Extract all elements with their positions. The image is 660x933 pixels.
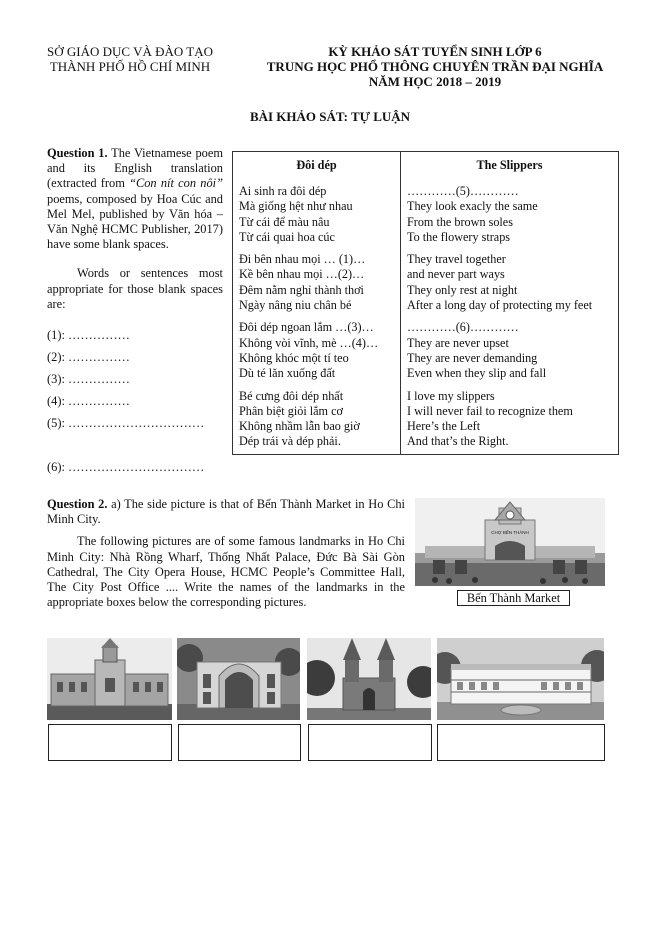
poem-line: Ai sinh ra đôi dép — [239, 184, 327, 198]
blank-3[interactable]: (3): …………… — [47, 372, 130, 386]
question-1-instruction: Words or sentences most appropriate for those blank spaces are: — [47, 266, 223, 311]
poem-line: Từ cái quai hoa cúc — [239, 229, 335, 244]
poem-table — [232, 151, 619, 455]
poem-line: Here’s the Left — [407, 419, 481, 434]
en-stanza-3 — [407, 320, 612, 381]
header-department — [30, 44, 230, 74]
question-1 — [47, 146, 223, 312]
poem-line: Phân biệt giỏi lắm cơ — [239, 403, 343, 418]
exam-title-line-3: NĂM HỌC 2018 – 2019 — [368, 74, 502, 89]
en-stanza-2 — [407, 252, 612, 313]
answer-box-2[interactable] — [178, 724, 301, 761]
people-committee-hall-photo — [47, 638, 172, 720]
poem-line: And that’s the Right. — [407, 434, 509, 449]
vi-stanza-2 — [239, 252, 394, 313]
question-2-text-a: a) The side picture is that of Bến Thành Market in Ho Chi Minh City. — [47, 497, 405, 527]
vi-stanza-3 — [239, 320, 394, 381]
poem-line: Ngày nâng niu chân bé — [239, 298, 352, 313]
poem-line: They only rest at night — [407, 282, 518, 297]
poem-line: From the brown soles — [407, 214, 513, 229]
poem-line: Bé cưng đôi dép nhất — [239, 388, 344, 403]
english-poem-title: The Slippers — [476, 158, 543, 172]
poem-line: and never part ways — [407, 267, 505, 282]
department-line-2: THÀNH PHỐ HỒ CHÍ MINH — [49, 59, 211, 74]
ben-thanh-market-caption: Bến Thành Market — [457, 590, 570, 606]
poem-line: Không khóc một tí teo — [239, 350, 349, 365]
vi-stanza-1 — [239, 184, 394, 245]
poem-line: Mà giống hệt như nhau — [239, 199, 353, 214]
poem-line: After a long day of protecting my feet — [407, 298, 593, 313]
question-1-intro — [47, 146, 223, 252]
poem-line: To the flowery straps — [407, 229, 511, 244]
answer-box-1[interactable] — [48, 724, 172, 761]
blank-5[interactable]: (5): …………………………… — [47, 416, 205, 430]
question-2-instruction: The following pictures are of some famous landmarks in Ho Chi Minh City: Nhà Rồng Wharf, Thống Nhất Palace, Đức Bà Sài Gòn Cathedral, The City Opera House, HCMC People’s Committee Hall, The City Post Office .... Write the names of the landmarks in the appropriate boxes below the corresponding pictures. — [47, 534, 405, 610]
english-poem-column — [401, 152, 619, 455]
poem-line: I will never fail to recognize them — [407, 403, 573, 418]
poem-line: They travel together — [407, 252, 506, 267]
ben-thanh-market-photo — [415, 498, 605, 586]
question-1-label: Question 1. — [47, 146, 108, 160]
poem-line: They look exacly the same — [407, 199, 538, 214]
poem-line: …………(5)………… — [407, 184, 519, 198]
blank-1[interactable]: (1): …………… — [47, 328, 130, 342]
question-2-label: Question 2. — [47, 497, 108, 511]
poem-line: Đêm nằm nghỉ thành thơi — [239, 282, 364, 297]
page-subtitle: BÀI KHẢO SÁT: TỰ LUẬN — [249, 109, 411, 124]
exam-title-line-1: KỲ KHẢO SÁT TUYỂN SINH LỚP 6 — [328, 44, 542, 59]
poem-line: Đi bên nhau mọi … (1)… — [239, 252, 366, 267]
blank-4[interactable]: (4): …………… — [47, 394, 130, 408]
poem-line: They are never upset — [407, 335, 509, 350]
vietnamese-poem-title: Đôi dép — [296, 158, 337, 172]
poem-line: Even when they slip and fall — [407, 366, 547, 381]
poem-source-title: “Con nít con nôi” — [129, 176, 223, 191]
question-2-part-a — [47, 497, 405, 527]
poem-line: Không nhầm lẫn bao giờ — [239, 419, 360, 434]
market-sign: CHỢ BẾN THÀNH — [491, 530, 529, 535]
poem-line: Đôi dép ngoan lắm …(3)… — [239, 320, 374, 335]
poem-line: I love my slippers — [407, 388, 495, 403]
poem-line: Không vòi vĩnh, mè …(4)… — [239, 335, 379, 350]
poem-line: Từ cái để màu nâu — [239, 214, 330, 229]
exam-title-line-2: TRUNG HỌC PHỔ THÔNG CHUYÊN TRẦN ĐẠI NGHĨA — [266, 59, 604, 74]
poem-line: Dép trái và dép phải. — [239, 434, 341, 449]
header-exam-title — [230, 44, 640, 89]
en-stanza-4 — [407, 389, 612, 450]
question-2 — [47, 497, 405, 610]
poem-line: Dù té lăn xuống đất — [239, 366, 336, 381]
blank-2[interactable]: (2): …………… — [47, 350, 130, 364]
vietnamese-poem-column — [233, 152, 401, 455]
answer-box-4[interactable] — [437, 724, 605, 761]
independence-palace-photo — [437, 638, 604, 720]
poem-line: Kề bên nhau mọi …(2)… — [239, 267, 365, 282]
vi-stanza-4 — [239, 389, 394, 450]
department-line-1: SỞ GIÁO DỤC VÀ ĐÀO TẠO — [47, 44, 213, 59]
blank-6[interactable]: (6): …………………………… — [47, 460, 205, 474]
poem-line: They are never demanding — [407, 350, 538, 365]
en-stanza-1 — [407, 184, 612, 245]
poem-line: …………(6)………… — [407, 320, 519, 335]
question-1-text-a: The Vietnamese poem and its English translation (extracted from — [47, 146, 223, 191]
cathedral-photo — [307, 638, 431, 720]
opera-house-photo — [177, 638, 300, 720]
question-1-text-b: poems, composed by Hoa Cúc and Mel Mel, published by Văn hóa – Văn Nghệ HCMC Publisher, 2017) have some blank spaces. — [47, 191, 223, 252]
answer-box-3[interactable] — [308, 724, 432, 761]
